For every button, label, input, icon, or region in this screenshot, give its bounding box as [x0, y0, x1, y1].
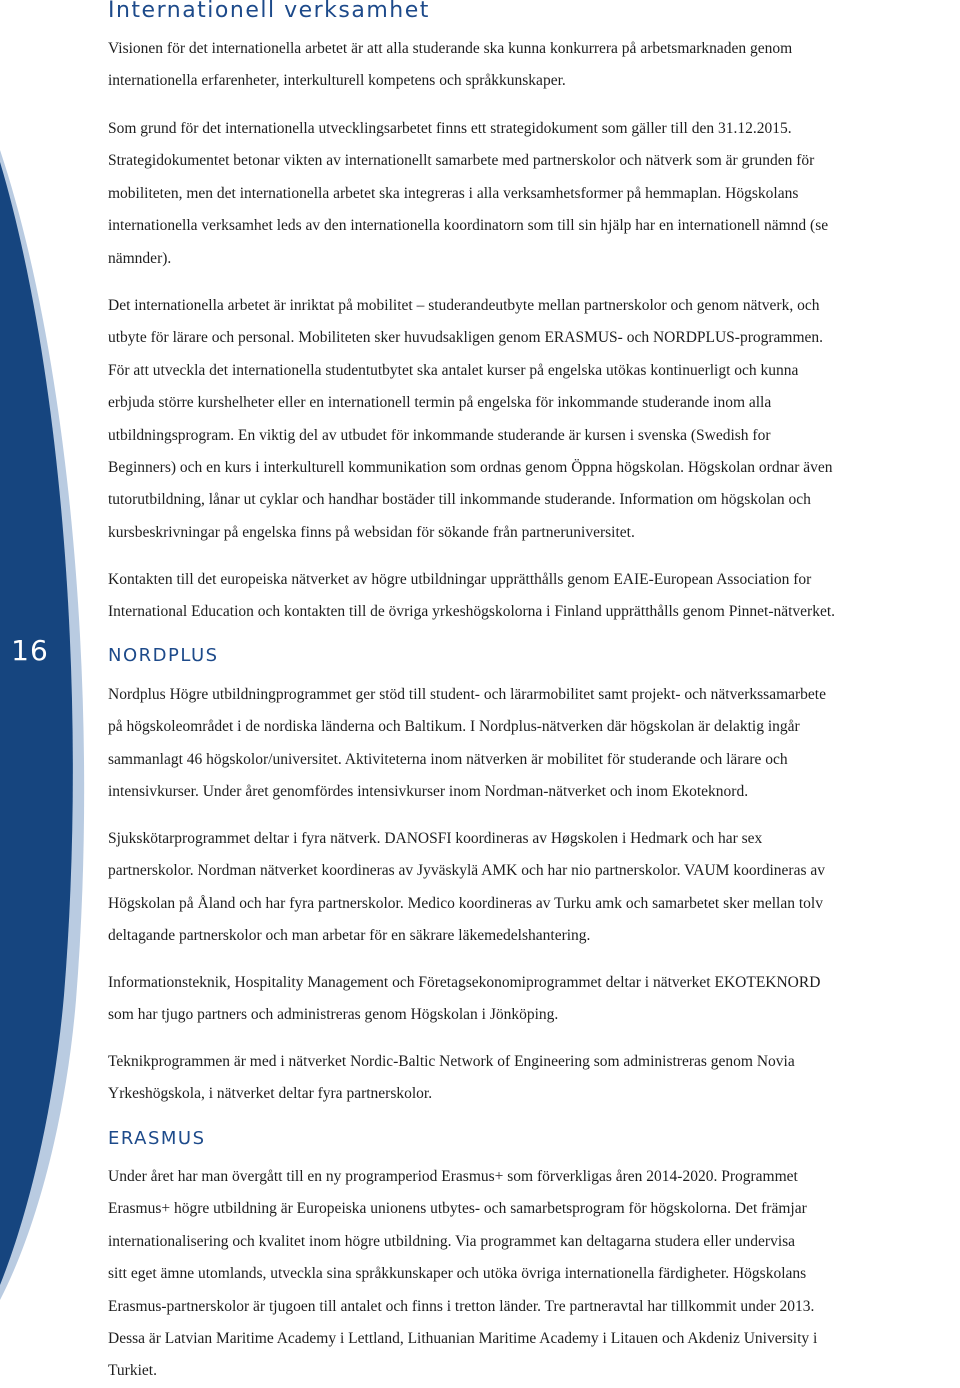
intro-paragraph-1: Visionen för det internationella arbetet är att alla studerande ska kunna konkurrera på arbetsmarknaden genom internationella erfarenheter, interkulturell kompetens och språkkunskaper. — [108, 40, 793, 90]
page-number: 16 — [11, 634, 49, 667]
nordplus-paragraph-1: Nordplus Högre utbildningprogrammet ger stöd till student- och lärarmobilitet samt projekt- och nätverkssamarbete på högskoleområdet i de nordiska länderna och Baltikum. I Nordplus-nätverken där högskolan är delaktig ingår sammanlagt 46 högskolor/universitet. Aktiviteterna inom nätverken är mobilitet för studerande och lärare och intensivkurser. Under året genomfördes intensivkurser inom Nordman-nätverket och inom Ekoteknord. — [108, 686, 826, 801]
intro-paragraph-2: Som grund för det internationella utvecklingsarbetet finns ett strategidokument som gäller till den 31.12.2015. Strategidokumentet betonar vikten av internationellt samarbete med partnerskolor och nätverk som är grunden för mobiliteten, men det internationella arbetet ska integreras i alla verksamhetsformer på hemmaplan. Högskolans internationella verksamhet leds av den internationella koordinatorn som till sin hjälp har en internationell nämnd (se nämnder). — [108, 120, 829, 267]
erasmus-paragraph-1: Under året har man övergått till en ny programperiod Erasmus+ som förverkligas åren 2014-2020. Programmet Erasmus+ högre utbildning är Europeiska unionens utbytes- och samarbetsprogram för högskolorna. Det främjar internationalisering och kvalitet inom högre utbildning. Via programmet kan deltagarna studera eller undervisa sitt eget ämne utomlands, utveckla sina språkkunskaper och utöka övriga internationella färdigheter. Högskolans Erasmus-partnerskolor är tjugoen till antalet och finns i tretton länder. Tre partneravtal har tillkommit under 2013. Dessa är Latvian Maritime Academy i Lettland, Lithuanian Maritime Academy i Litauen och Akdeniz University i Turkiet. — [108, 1168, 818, 1380]
nordplus-paragraph-3: Informationsteknik, Hospitality Management och Företagsekonomiprogrammet deltar i nätverket EKOTEKNORD som har tjugo partners och administreras genom Högskolan i Jönköping. — [108, 974, 821, 1024]
nordplus-heading: NORDPLUS — [108, 645, 219, 666]
erasmus-heading: ERASMUS — [108, 1128, 206, 1149]
side-band — [0, 0, 96, 1378]
page-title: Internationell verksamhet — [108, 0, 430, 23]
intro-paragraph-3: Det internationella arbetet är inriktat på mobilitet – studerandeutbyte mellan partnerskolor och genom nätverk, och utbyte för lärare och personal. Mobiliteten sker huvudsakligen genom ERASMUS- och NORDPLUS-programmen. För att utveckla det internationella studentutbytet ska antalet kurser på engelska utökas kontinuerligt och kunna erbjuda större kurshelheter eller en internationell termin på engelska för inkommande studerande inom alla utbildningsprogram. En viktig del av utbudet för inkommande studerande är kursen i svenska (Swedish for Beginners) och en kurs i interkulturell kommunikation som ordnas genom Öppna högskolan. Högskolan ordnar även tutorutbildning, lånar ut cyklar och handhar bostäder till inkommande studerande. Information om högskolan och kursbeskrivningar på engelska finns på websidan för sökande från partneruniversitet. — [108, 297, 833, 541]
band-dark-curve — [0, 162, 73, 1285]
intro-paragraph-4: Kontakten till det europeiska nätverket av högre utbildningar upprätthålls genom EAIE-European Association for International Education och kontakten till de övriga yrkeshögskolorna i Finland upprätthålls genom Pinnet-nätverket. — [108, 571, 836, 621]
nordplus-paragraph-2: Sjukskötarprogrammet deltar i fyra nätverk. DANOSFI koordineras av Høgskolen i Hedmark och har sex partnerskolor. Nordman nätverket koordineras av Jyväskylä AMK och har nio partnerskolor. VAUM koordineras av Högskolan på Åland och har fyra partnerskolor. Medico koordineras av Turku amk och samarbetet sker mellan tolv deltagande partnerskolor och man arbetar för en säkrare läkemedelshantering. — [108, 830, 826, 945]
nordplus-paragraph-4: Teknikprogrammen är med i nätverket Nordic-Baltic Network of Engineering som administreras genom Novia Yrkeshögskola, i nätverket deltar fyra partnerskolor. — [108, 1053, 795, 1103]
